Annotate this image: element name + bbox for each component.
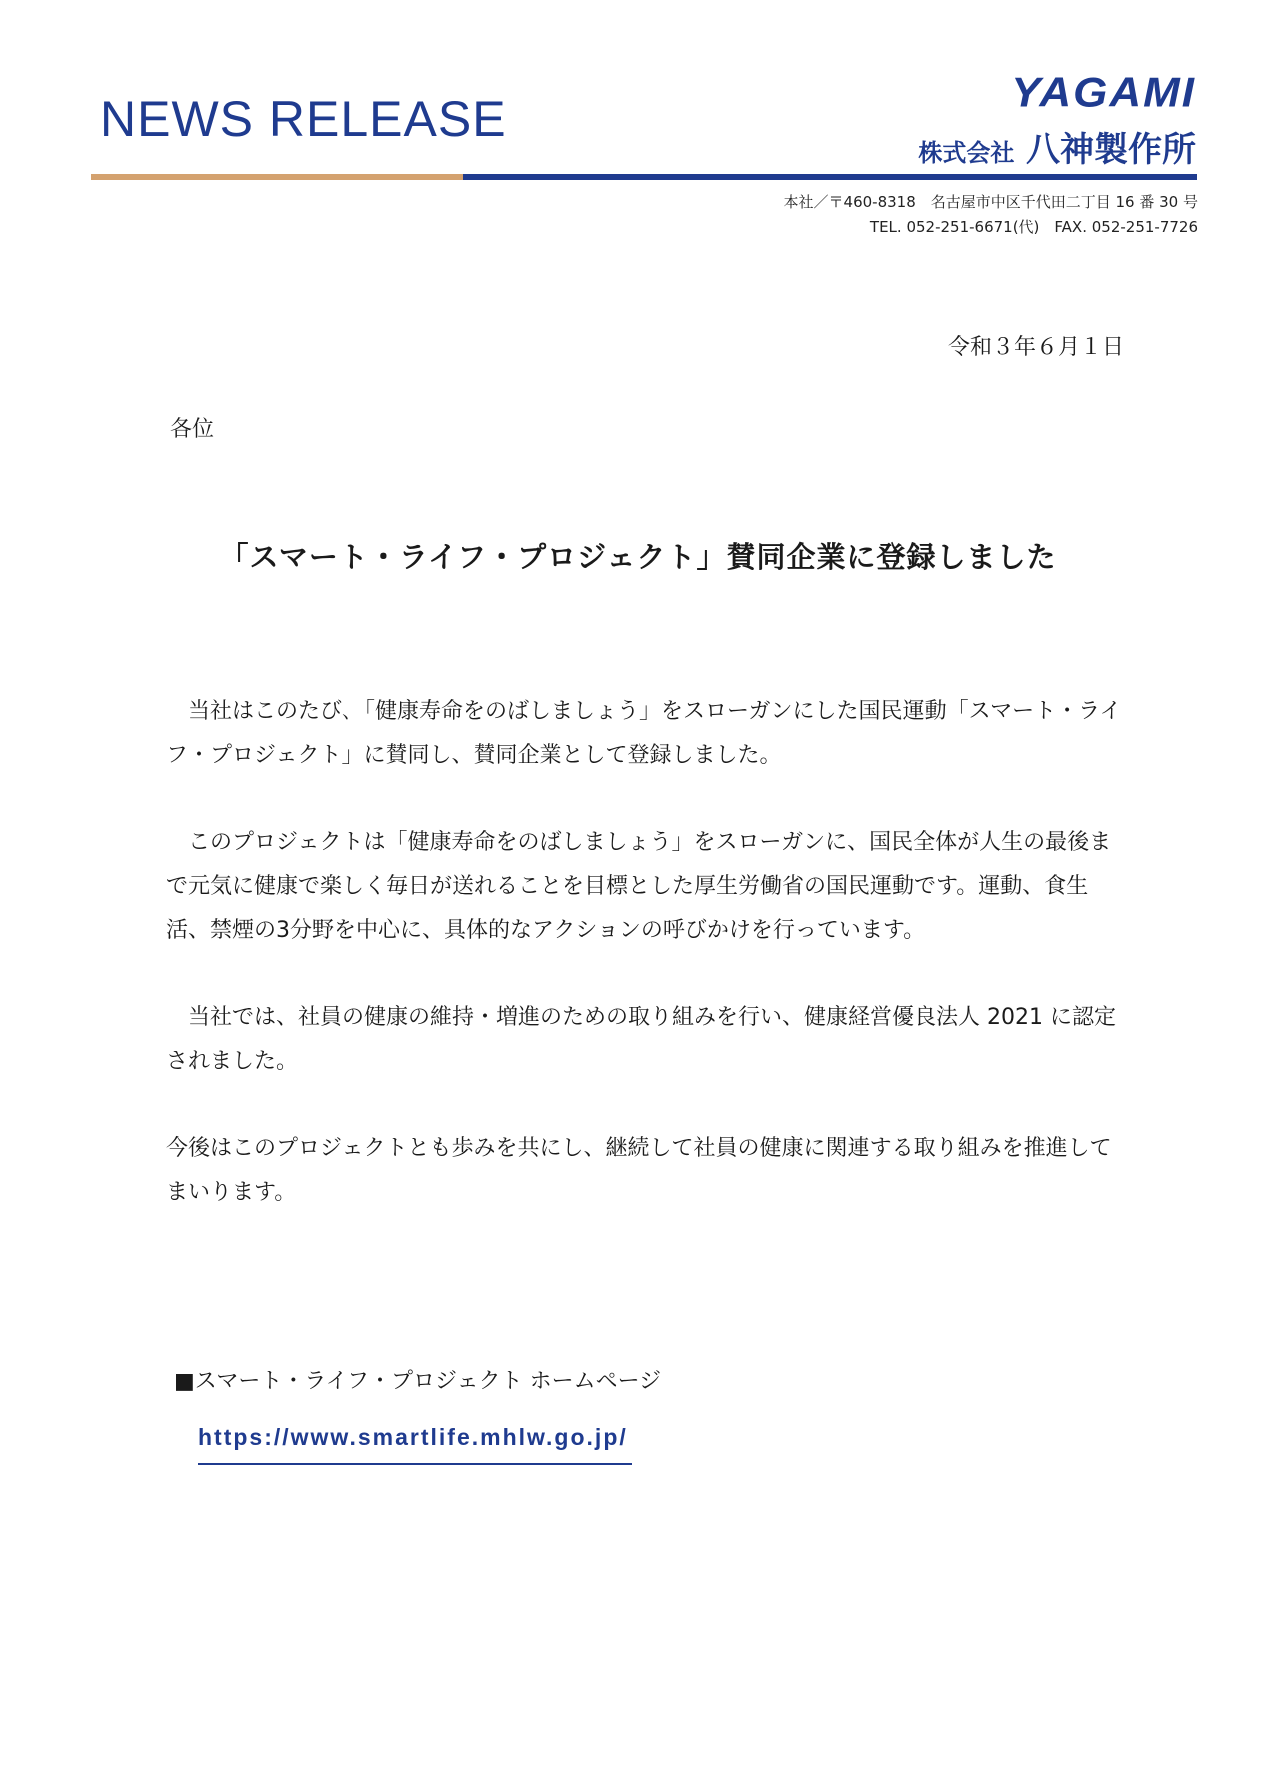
header-rule bbox=[91, 174, 1197, 180]
homepage-link[interactable]: https://www.smartlife.mhlw.go.jp/ bbox=[198, 1424, 632, 1465]
news-release-title: NEWS RELEASE bbox=[100, 91, 507, 147]
addressee: 各位 bbox=[170, 417, 215, 442]
company-name bbox=[918, 122, 1196, 171]
paragraph: このプロジェクトは「健康寿命をのばしましょう」をスローガンに、国民全体が人生の最後まで元気に健康で楽しく毎日が送れることを目標とした厚生労働省の国民運動です。運動、食生活、禁煙の3分野を中心に、具体的なアクションの呼びかけを行っています。 bbox=[166, 830, 1112, 943]
paragraph: 当社では、社員の健康の維持・増進のための取り組みを行い、健康経営優良法人 2021 に認定されました。 bbox=[166, 1005, 1116, 1074]
company-logo: YAGAMI bbox=[1011, 69, 1196, 116]
headline: 「スマート・ライフ・プロジェクト」賛同企業に登録しました bbox=[219, 540, 1057, 574]
company-name-prefix: 株式会社 bbox=[918, 139, 1015, 167]
header-rule-main bbox=[463, 174, 1197, 180]
letter-date: 令和３年６月１日 bbox=[947, 335, 1124, 360]
header-rule-accent bbox=[91, 174, 463, 180]
body-text bbox=[166, 690, 1126, 1258]
paragraph: 今後はこのプロジェクトとも歩みを共にし、継続して社員の健康に関連する取り組みを推進してまいります。 bbox=[166, 1136, 1112, 1205]
company-address bbox=[784, 190, 1198, 240]
homepage-label: ■スマート・ライフ・プロジェクト ホームページ bbox=[174, 1369, 662, 1394]
company-name-main: 八神製作所 bbox=[1026, 130, 1196, 170]
paragraph: 当社はこのたび､「健康寿命をのばしましょう」をスローガンにした国民運動「スマート・ライフ・プロジェクト」に賛同し、賛同企業として登録しました。 bbox=[166, 699, 1122, 768]
address-line: 本社／〒460-8318 名古屋市中区千代田二丁目 16 番 30 号 bbox=[783, 193, 1198, 211]
contact-line: TEL. 052-251-6671(代) FAX. 052-251-7726 bbox=[869, 218, 1198, 236]
